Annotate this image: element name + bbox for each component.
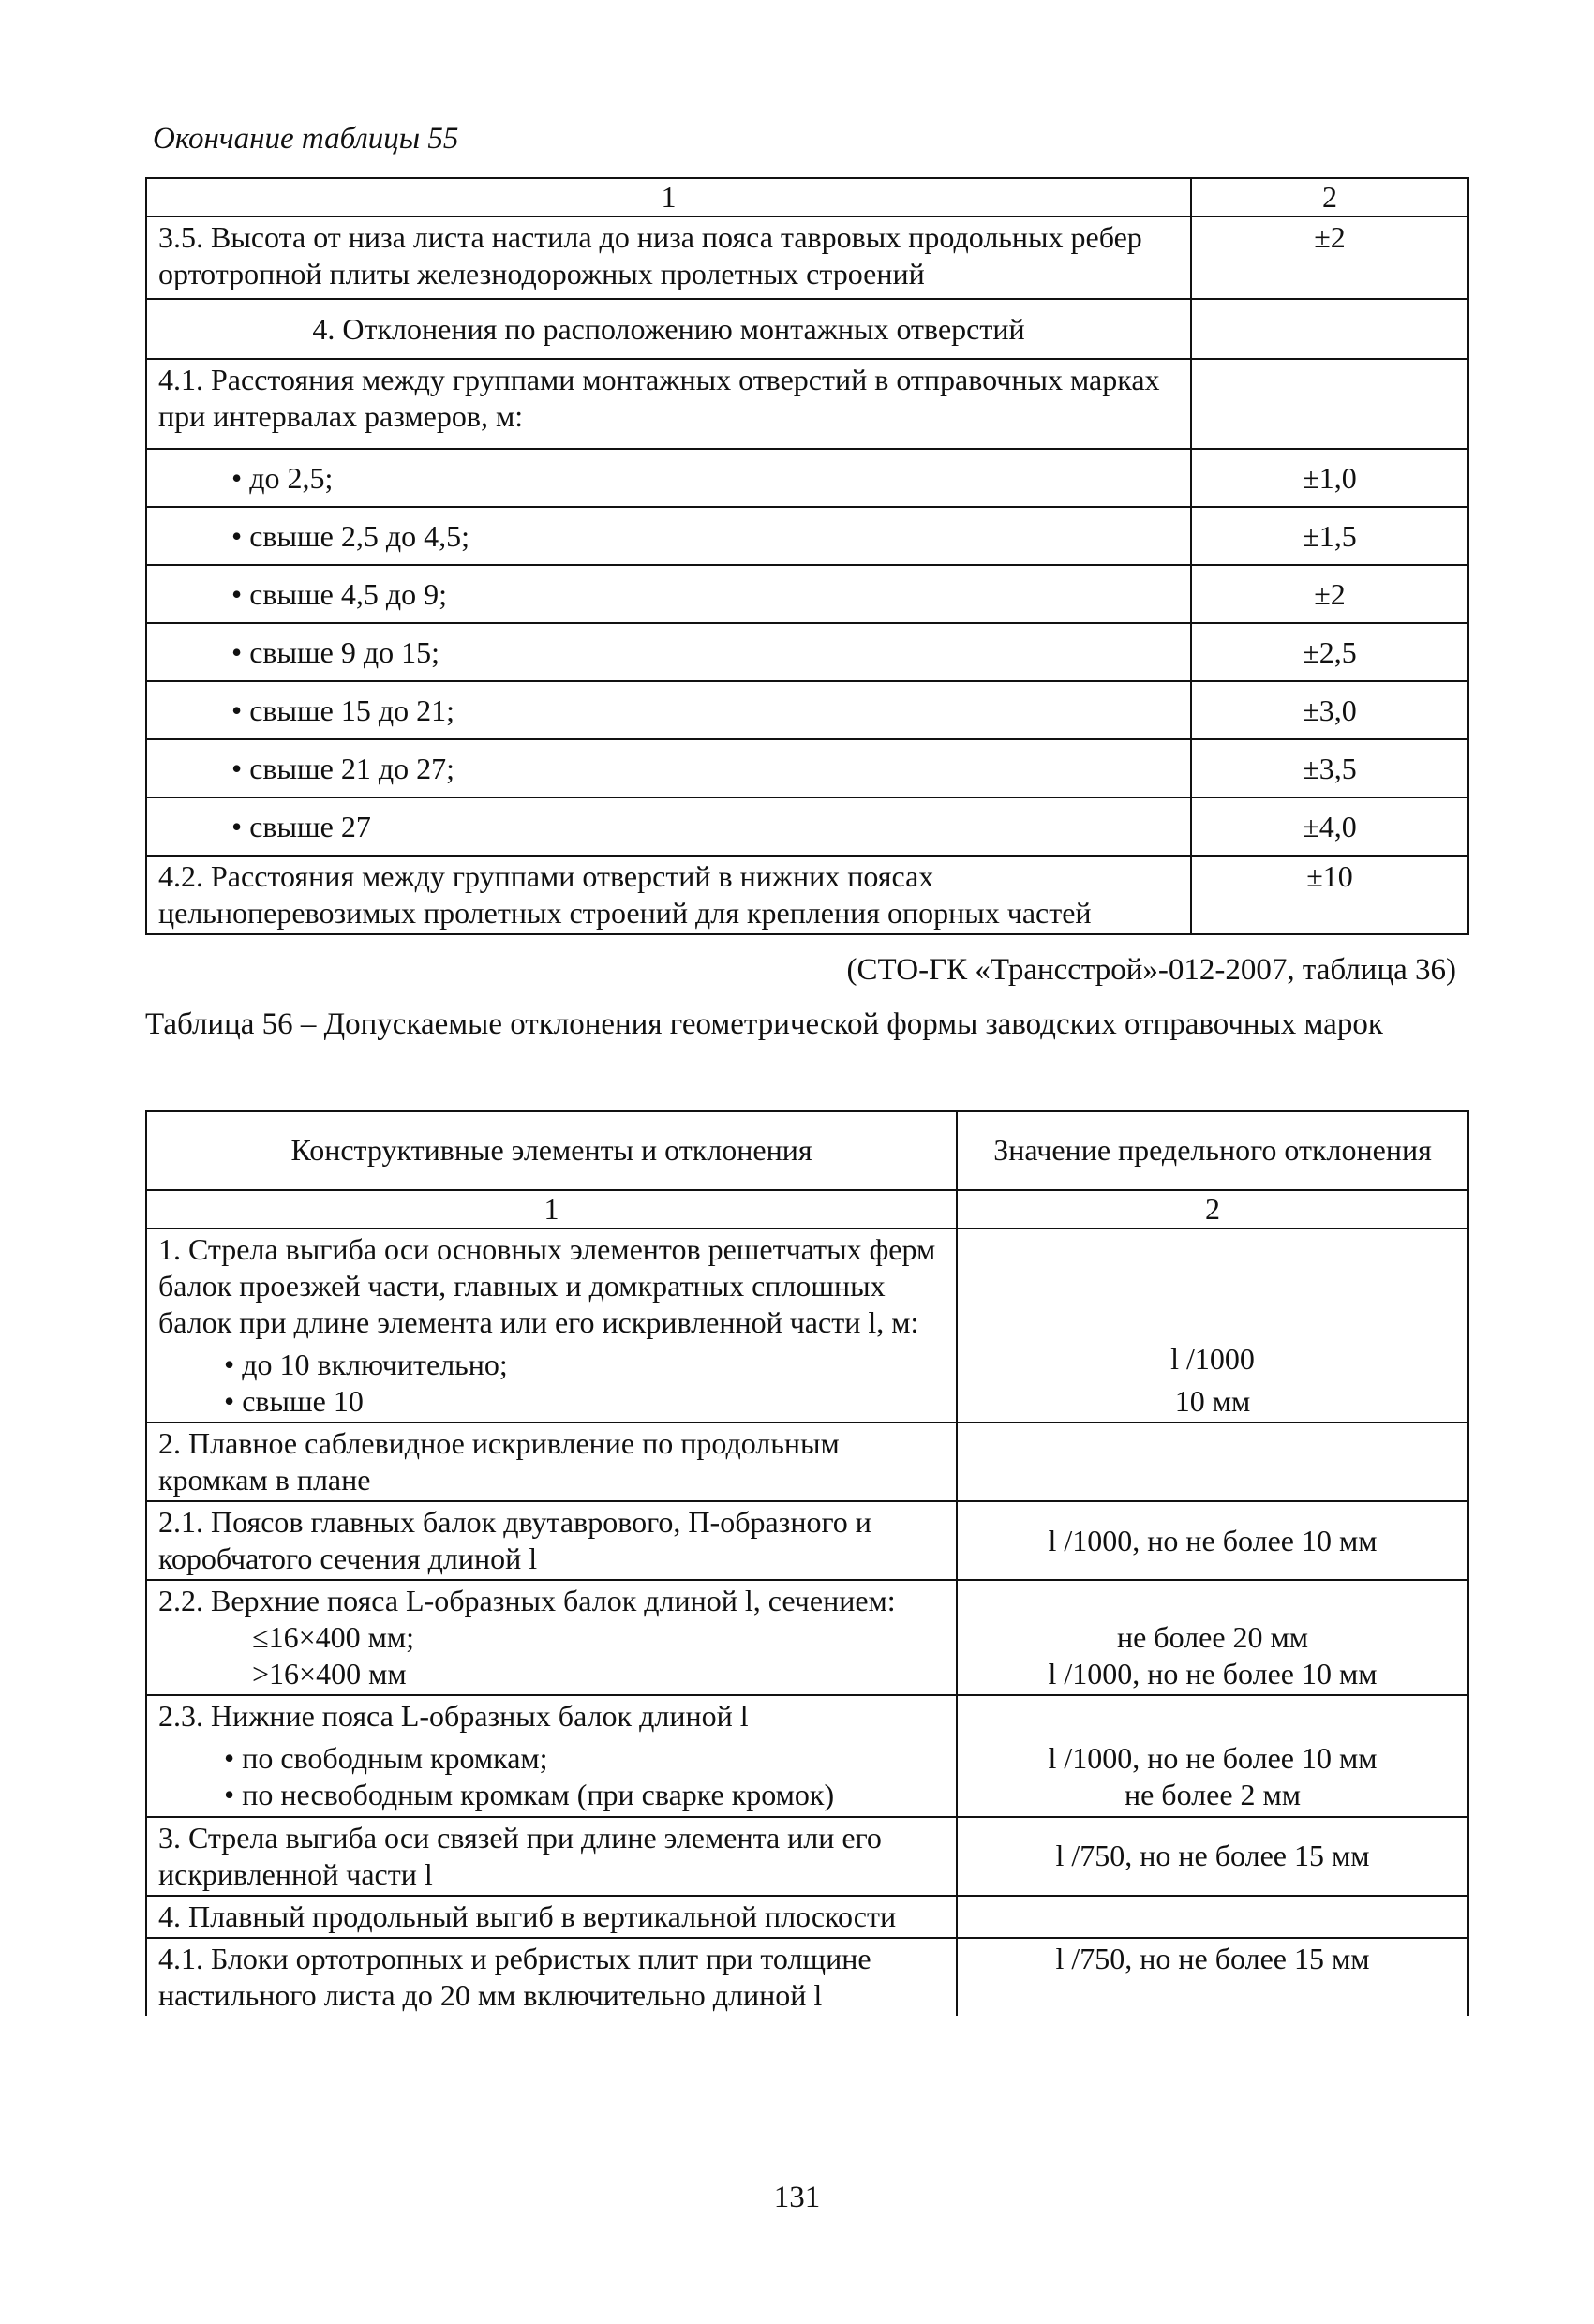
list-item: • по несвободным кромкам (при сварке кромок) [224,1777,945,1813]
page-number: 131 [773,2181,821,2214]
column-number: 1 [146,1190,957,1229]
bullet-list [158,1347,945,1420]
table-55 [145,177,1469,935]
section-heading: 4. Отклонения по расположению монтажных отверстий [146,299,1191,359]
row-value [1191,359,1468,449]
row-value: ±1,0 [1191,449,1468,507]
row-value: l /750, но не более 15 мм [957,1817,1468,1896]
list-item: • свыше 15 до 21; [146,681,1191,739]
row-value: ±3,5 [1191,739,1468,797]
table-row [146,565,1468,623]
row-value-empty [957,1896,1468,1938]
row-value: ±3,0 [1191,681,1468,739]
list-item: ≤16×400 мм; [252,1620,414,1655]
row-text: 2.2. Верхние пояса L-образных балок длиной l, сечением: [158,1584,896,1618]
table-row [146,507,1468,565]
row-value: l /1000, но не более 10 мм [1048,1741,1378,1776]
bullet-list [158,1740,945,1813]
table-row [146,216,1468,299]
table-row [146,1695,1468,1816]
list-item: • свыше 10 [224,1383,945,1420]
row-cell [146,1229,957,1423]
row-text: 4. Плавный продольный выгиб в вертикальной плоскости [146,1896,957,1938]
list-item: • свыше 9 до 15; [146,623,1191,681]
row-text: 1. Стрела выгиба оси основных элементов решетчатых ферм балок проезжей части, главных и домкратных сплошных балок при длине элемента или его искривленной части l, м: [158,1232,936,1340]
list-item: • до 2,5; [146,449,1191,507]
table-row [146,1501,1468,1580]
row-value: l /750, но не более 15 мм [957,1938,1468,2016]
table-row [146,359,1468,449]
row-text: 2. Плавное саблевидное искривление по продольным кромкам в плане [146,1423,957,1501]
table-row [146,739,1468,797]
row-value: l /1000, но не более 10 мм [1048,1657,1378,1691]
table-row [146,449,1468,507]
column-number: 2 [957,1190,1468,1229]
table-row [146,1229,1468,1423]
list-item: • свыше 4,5 до 9; [146,565,1191,623]
row-cell [146,1695,957,1816]
list-item: • до 10 включительно; [224,1347,945,1383]
column-number: 1 [146,178,1191,216]
table-row [146,797,1468,856]
table-row [146,178,1468,216]
row-values [957,1229,1468,1423]
table-continuation-caption: Окончание таблицы 55 [153,122,459,156]
row-text: 4.2. Расстояния между группами отверстий в нижних поясах цельноперевозимых пролетных строений для крепления опорных частей [146,856,1191,934]
row-text: 2.3. Нижние пояса L-образных балок длиной l [158,1699,749,1734]
row-value: ±1,5 [1191,507,1468,565]
row-values [957,1580,1468,1695]
table-row [146,1817,1468,1896]
row-value: ±4,0 [1191,797,1468,856]
table-row [146,1190,1468,1229]
list-item: • по свободным кромкам; [224,1740,945,1777]
row-value: не более 2 мм [1124,1778,1302,1812]
row-cell [146,1580,957,1695]
table-row [146,1896,1468,1938]
row-values [957,1695,1468,1816]
row-value: l /1000, но не более 10 мм [957,1501,1468,1580]
row-value-empty [957,1423,1468,1501]
row-value: 10 мм [1174,1384,1251,1419]
table-row [146,299,1468,359]
row-text: 4.1. Расстояния между группами монтажных отверстий в отправочных марках при интервалах размеров, м: [146,359,1191,449]
table-row [146,856,1468,934]
row-value: l /1000 [1170,1342,1255,1377]
row-text: 3. Стрела выгиба оси связей при длине элемента или его искривленной части l [146,1817,957,1896]
list-item: >16×400 мм [252,1657,407,1691]
row-value [1191,299,1468,359]
list-item: • свыше 27 [146,797,1191,856]
table-row [146,1423,1468,1501]
sub-items [158,1619,945,1692]
table-row [146,1580,1468,1695]
table-row [146,1938,1468,2016]
row-text: 2.1. Поясов главных балок двутаврового, П-образного и коробчатого сечения длиной l [146,1501,957,1580]
row-value: не более 20 мм [1116,1620,1309,1655]
table-56 [145,1110,1469,2016]
column-header: Значение предельного отклонения [957,1111,1468,1190]
row-text: 3.5. Высота от низа листа настила до низа пояса тавровых продольных ребер ортотропной плиты железнодорожных пролетных строений [146,216,1191,299]
list-item: • свыше 21 до 27; [146,739,1191,797]
table-row [146,681,1468,739]
row-value: ±10 [1191,856,1468,934]
column-header: Конструктивные элементы и отклонения [146,1111,957,1190]
list-item: • свыше 2,5 до 4,5; [146,507,1191,565]
source-reference: (СТО-ГК «Трансстрой»-012-2007, таблица 36) [846,953,1456,987]
row-value: ±2 [1191,565,1468,623]
table-56-caption: Таблица 56 – Допускаемые отклонения геометрической формы заводских отправочных марок [145,1007,1383,1041]
table-row [146,623,1468,681]
column-number: 2 [1191,178,1468,216]
row-value: ±2 [1191,216,1468,299]
row-text: 4.1. Блоки ортотропных и ребристых плит при толщине настильного листа до 20 мм включительно длиной l [146,1938,957,2016]
row-value: ±2,5 [1191,623,1468,681]
table-header-row [146,1111,1468,1190]
